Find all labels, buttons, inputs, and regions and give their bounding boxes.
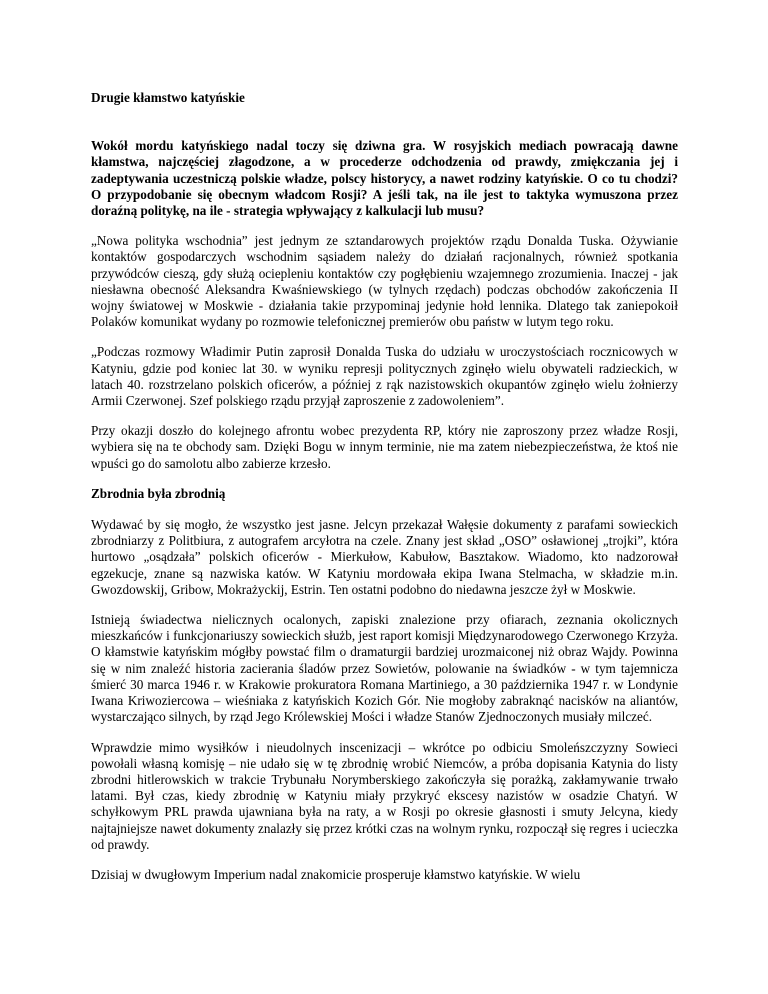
lead-paragraph: Wokół mordu katyńskiego nadal toczy się dziwna gra. W rosyjskich mediach powracają dawne kłamstwa, najczęściej złagodzone, a w procederze odchodzenia od prawdy, zmiękczania jej i zadeptywania uczestniczą polskie władze, polscy historycy, a nawet rodziny katyńskie. O co tu chodzi? O przypodobanie się obecnym władcom Rosji? A jeśli tak, na ile jest to taktyka wymuszona przez doraźną politykę, na ile - strategia wpływający z kalkulacji lub musu?	[91, 138, 678, 219]
body-paragraph: „Nowa polityka wschodnia” jest jednym ze sztandarowych projektów rządu Donalda Tuska. Ożywianie kontaktów gospodarczych wschodnim sąsiadem należy do działań racjonalnych, również spotkania przywódców cieszą, gdy służą ociepleniu kontaktów czy pogłębieniu wzajemnego zrozumienia. Inaczej - jak niesławna obecność Aleksandra Kwaśniewskiego (w tylnych rzędach) podczas obchodów zakończenia II wojny światowej w Moskwie - działania takie przypominaj jedynie hołd lennika. Dlatego tak zaniepokoił Polaków komunikat wydany po rozmowie telefonicznej premierów obu państw w lutym tego roku.	[91, 233, 678, 330]
body-paragraph: Wprawdzie mimo wysiłków i nieudolnych inscenizacji – wkrótce po odbiciu Smoleńszczyzny Sowieci powołali własną komisję – nie udało się w tę zbrodnię wrobić Niemców, a próba dopisania Katynia do listy zbrodni hitlerowskich w trakcie Trybunału Norymberskiego zakończyła się porażką, zakłamywanie trwało latami. Był czas, kiedy zbrodnię w Katyniu miały przykryć ekscesy nazistów w osadzie Chatyń. W schyłkowym PRL prawda ujawniana była na raty, a w Rosji po okresie głasnosti i smuty Jelcyna, kiedy najtajniejsze nawet dokumenty znalazły się przez krótki czas na wolnym rynku, rozpoczął się regres i ucieczka od prawdy.	[91, 739, 678, 852]
document-title: Drugie kłamstwo katyńskie	[91, 90, 245, 105]
body-paragraph: Wydawać by się mogło, że wszystko jest jasne. Jelcyn przekazał Wałęsie dokumenty z parafami sowieckich zbrodniarzy z Politbiura, z autografem arcyłotra na czele. Znany jest skład „OSO” osławionej „trojki”, która hurtowo „osądzała” polskich oficerów - Mierkułow, Kabułow, Basztakow. Wiadomo, kto nadzorował egzekucje, znane są nazwiska katów. W Katyniu mordowała ekipa Iwana Stelmacha, w składzie m.in. Gwozdowskij, Gribow, Mokrażyckij, Estrin. Ten ostatni podobno do niedawna jeszcze żył w Moskwie.	[91, 517, 678, 597]
body-paragraph: Dzisiaj w dwugłowym Imperium nadal znakomicie prosperuje kłamstwo katyńskie. W wielu	[91, 866, 581, 882]
body-paragraph: Istnieją świadectwa nielicznych ocalonych, zapiski znalezione przy ofiarach, zeznania okolicznych mieszkańców i funkcjonariuszy sowieckich służb, jest raport komisji Międzynarodowego Czerwonego Krzyża. O kłamstwie katyńskim mógłby powstać film o dramaturgii bardziej urozmaiconej niż obraz Wajdy. Powinna się w nim znaleźć historia zacierania śladów przez Sowietów, polowanie na świadków - w tym tajemnicza śmierć 30 marca 1946 r. w Krakowie prokuratora Romana Martiniego, a 30 października 1947 r. w Londynie Iwana Kriwoziercowa – wieśniaka z katyńskich Kozich Gór. Nie mogłoby zabraknąć nacisków na aliantów, wystarczająco silnych, by rząd Jego Królewskiej Mości i władze Stanów Zjednoczonych musiały milczeć.	[91, 612, 678, 725]
body-paragraph: Przy okazji doszło do kolejnego afrontu wobec prezydenta RP, który nie zaproszony przez władze Rosji, wybiera się na te obchody sam. Dzięki Bogu w innym terminie, nie ma zatem niebezpieczeństwa, że ktoś nie wpuści go do samolotu albo zabierze krzesło.	[91, 423, 678, 471]
section-heading: Zbrodnia była zbrodnią	[91, 485, 226, 501]
body-paragraph: „Podczas rozmowy Władimir Putin zaprosił Donalda Tuska do udziału w uroczystościach rocznicowych w Katyniu, gdzie pod koniec lat 30. w wyniku represji politycznych zginęło wielu obywateli radzieckich, w latach 40. rozstrzelano polskich oficerów, a później z rąk nazistowskich okupantów zginęło wielu żołnierzy Armii Czerwonej. Szef polskiego rządu przyjął zaproszenie z zadowoleniem”.	[91, 344, 678, 409]
